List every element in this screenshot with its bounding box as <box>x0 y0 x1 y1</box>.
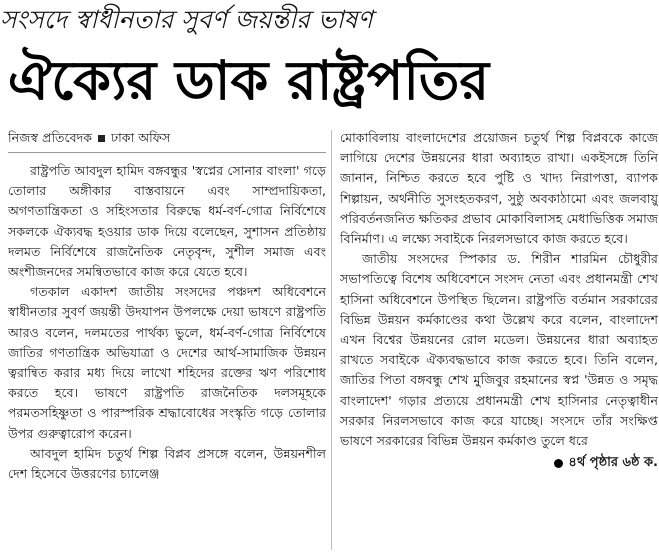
continuation-text: ৪র্থ পৃষ্ঠার ৬ষ্ঠ ক. <box>568 455 658 471</box>
bullet-dot-icon <box>554 459 563 468</box>
paragraph: গতকাল একাদশ জাতীয় সংসদের পঞ্চদশ অধিবেশনে স্বাধীনতার সুবর্ণ জয়ন্তী উদযাপন উপলক্ষে দেয়া ভাষণে রাষ্ট্রপতি আরও বলেন, দলমতের পার্থক্য ভুলে, ধর্ম-বর্ণ-গোত্র নির্বিশেষে জাতির গণতান্ত্রিক অভিযাত্রা ও দেশের আর্থ-সামাজিক উন্নয়ন ত্বরান্বিত করার মধ্য দিয়ে লাখো শহিদের রক্তের ঋণ পরিশোধ করতে হবে। ভাষণে রাষ্ট্রপতি রাজনৈতিক দলসমূহকে পরমতসহিষ্ণুতা ও পারস্পরিক শ্রদ্ধাবোধের সংস্কৃতি গড়ে তোলার উপর গুরুত্বারোপ করেন। <box>8 284 326 441</box>
headline: ঐক্যের ডাক রাষ্ট্রপতির <box>8 49 490 112</box>
byline-author: নিজস্ব প্রতিবেদক <box>8 130 93 145</box>
paragraph: জাতীয় সংসদের স্পিকার ড. শিরীন শারমিন চৌধুরীর সভাপতিত্বে বিশেষ অধিবেশনে সংসদ নেতা এবং প্রধানমন্ত্রী শেখ হাসিনা অধিবেশনে উপস্থিত ছিলেন। রাষ্ট্রপতি বর্তমান সরকারের বিভিন্ন উন্নয়ন কর্মকাণ্ডের কথা উল্লেখ করে বলেন, বাংলাদেশ এখন বিশ্বের উন্নয়নের রোল মডেল। উন্নয়নের ধারা অব্যাহত রাখতে সবাইকে ঐক্যবদ্ধভাবে কাজ করতে হবে। তিনি বলেন, জাতির পিতা বঙ্গবন্ধু শেখ মুজিবুর রহমানের স্বপ্ন 'উন্নত ও সমৃদ্ধ বাংলাদেশ' গড়ার প্রত্যয়ে প্রধানমন্ত্রী শেখ হাসিনার নেতৃত্বাধীন সরকার নিরলসভাবে কাজ করে যাচ্ছে। সংসদে তাঁর সংক্ষিপ্ত ভাষণে সরকারের বিভিন্ন উন্নয়ন কর্মকাণ্ড তুলে ধরে <box>340 251 658 449</box>
continuation-note <box>340 453 658 473</box>
byline <box>8 128 326 148</box>
byline-divider <box>8 152 326 153</box>
article-column-right <box>340 128 658 552</box>
byline-office: ঢাকা অফিস <box>111 130 171 145</box>
paragraph: রাষ্ট্রপতি আবদুল হামিদ বঙ্গবন্ধুর 'স্বপ্নের সোনার বাংলা' গড়ে তোলার অঙ্গীকার বাস্তবায়নে এবং সাম্প্রদায়িকতা, অগণতান্ত্রিকতা ও সহিংসতার বিরুদ্ধে ধর্ম-বর্ণ-গোত্র নির্বিশেষে সকলকে ঐক্যবদ্ধ হওয়ার ডাক দিয়ে বলেছেন, সুশাসন প্রতিষ্ঠায় দলমত নির্বিশেষে রাজনৈতিক নেতৃবৃন্দ, সুশীল সমাজ এবং অংশীজনদের সমন্বিতভাবে কাজ করে যেতে হবে। <box>8 163 326 280</box>
article-column-left <box>8 128 326 552</box>
square-bullet-icon <box>98 135 105 142</box>
paragraph: মোকাবিলায় বাংলাদেশের প্রয়োজন চতুর্থ শিল্প বিপ্লবকে কাজে লাগিয়ে দেশের উন্নয়নের ধারা অব্যাহত রাখা। একইসঙ্গে তিনি জানান, নিশ্চিত করতে হবে পুষ্টি ও খাদ্য নিরাপত্তা, ব্যাপক শিল্পায়ন, অর্থনীতি সুসংহতকরণ, সুষ্ঠু অবকাঠামো এবং জলবায়ু পরিবর্তনজনিত ক্ষতিকর প্রভাব মোকাবিলাসহ মেধাভিত্তিক সমাজ বিনির্মাণ। এ লক্ষ্যে সবাইকে নিরলসভাবে কাজ করতে হবে। <box>340 130 658 247</box>
paragraph: আবদুল হামিদ চতুর্থ শিল্প বিপ্লব প্রসঙ্গে বলেন, উন্নয়নশীল দেশ হিসেবে উত্তরণের চ্যালেঞ্জ <box>8 445 326 482</box>
kicker-subheadline: সংসদে স্বাধীনতার সুবর্ণ জয়ন্তীর ভাষণ <box>0 5 373 34</box>
column-divider <box>331 130 332 550</box>
